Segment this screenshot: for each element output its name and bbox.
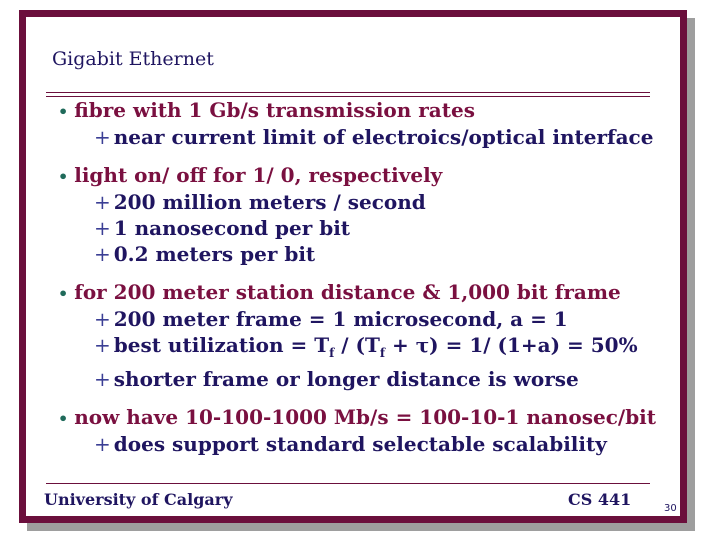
bullet-item: • now have 10-100-1000 Mb/s = 100-10-1 nanosec/bit xyxy=(58,405,657,429)
bullet-group-2 xyxy=(58,163,648,267)
bullet-dot-icon: • xyxy=(58,284,69,303)
plus-icon: + xyxy=(94,432,111,456)
plus-icon: + xyxy=(94,216,111,240)
title-rule-top xyxy=(46,92,650,93)
bullet-group-3 xyxy=(58,280,648,392)
plus-icon: + xyxy=(94,242,111,266)
plus-icon: + xyxy=(94,190,111,214)
bullet-group-4 xyxy=(58,405,657,457)
sub-bullet-item: + near current limit of electroics/optical interface xyxy=(94,125,654,149)
bullet-dot-icon: • xyxy=(58,167,69,186)
page-number: 30 xyxy=(664,503,677,514)
sub-bullet-item: + shorter frame or longer distance is worse xyxy=(94,367,579,391)
sub-bullet-item: + 200 meter frame = 1 microsecond, a = 1 xyxy=(94,307,568,331)
sub-bullet-item: + 0.2 meters per bit xyxy=(94,242,316,266)
footer-institution: University of Calgary xyxy=(44,490,233,509)
sub-bullet-item: + does support standard selectable scalability xyxy=(94,432,607,456)
bullet-item: • for 200 meter station distance & 1,000 bit frame xyxy=(58,280,621,304)
bullet-dot-icon: • xyxy=(58,409,69,428)
bullet-item: • fibre with 1 Gb/s transmission rates xyxy=(58,98,475,122)
sub-bullet-item-formula: + best utilization = $T_f / (T_f + \tau) = 1/$ (1+a) = 50% xyxy=(94,333,638,360)
plus-icon: + xyxy=(94,367,111,391)
footer-course: CS 441 xyxy=(568,490,632,509)
bullet-item: • light on/ off for 1/ 0, respectively xyxy=(58,163,443,187)
plus-icon: + xyxy=(94,307,111,331)
footer-rule xyxy=(46,483,650,484)
bullet-group-1 xyxy=(58,98,654,150)
plus-icon: + xyxy=(94,125,111,149)
title-rule-bottom xyxy=(46,96,650,97)
sub-bullet-item: + 1 nanosecond per bit xyxy=(94,216,351,240)
plus-icon: + xyxy=(94,333,111,357)
bullet-dot-icon: • xyxy=(58,102,69,121)
sub-bullet-item: + 200 million meters / second xyxy=(94,190,426,214)
slide-title: Gigabit Ethernet xyxy=(52,48,214,70)
bullet-list xyxy=(58,98,657,470)
